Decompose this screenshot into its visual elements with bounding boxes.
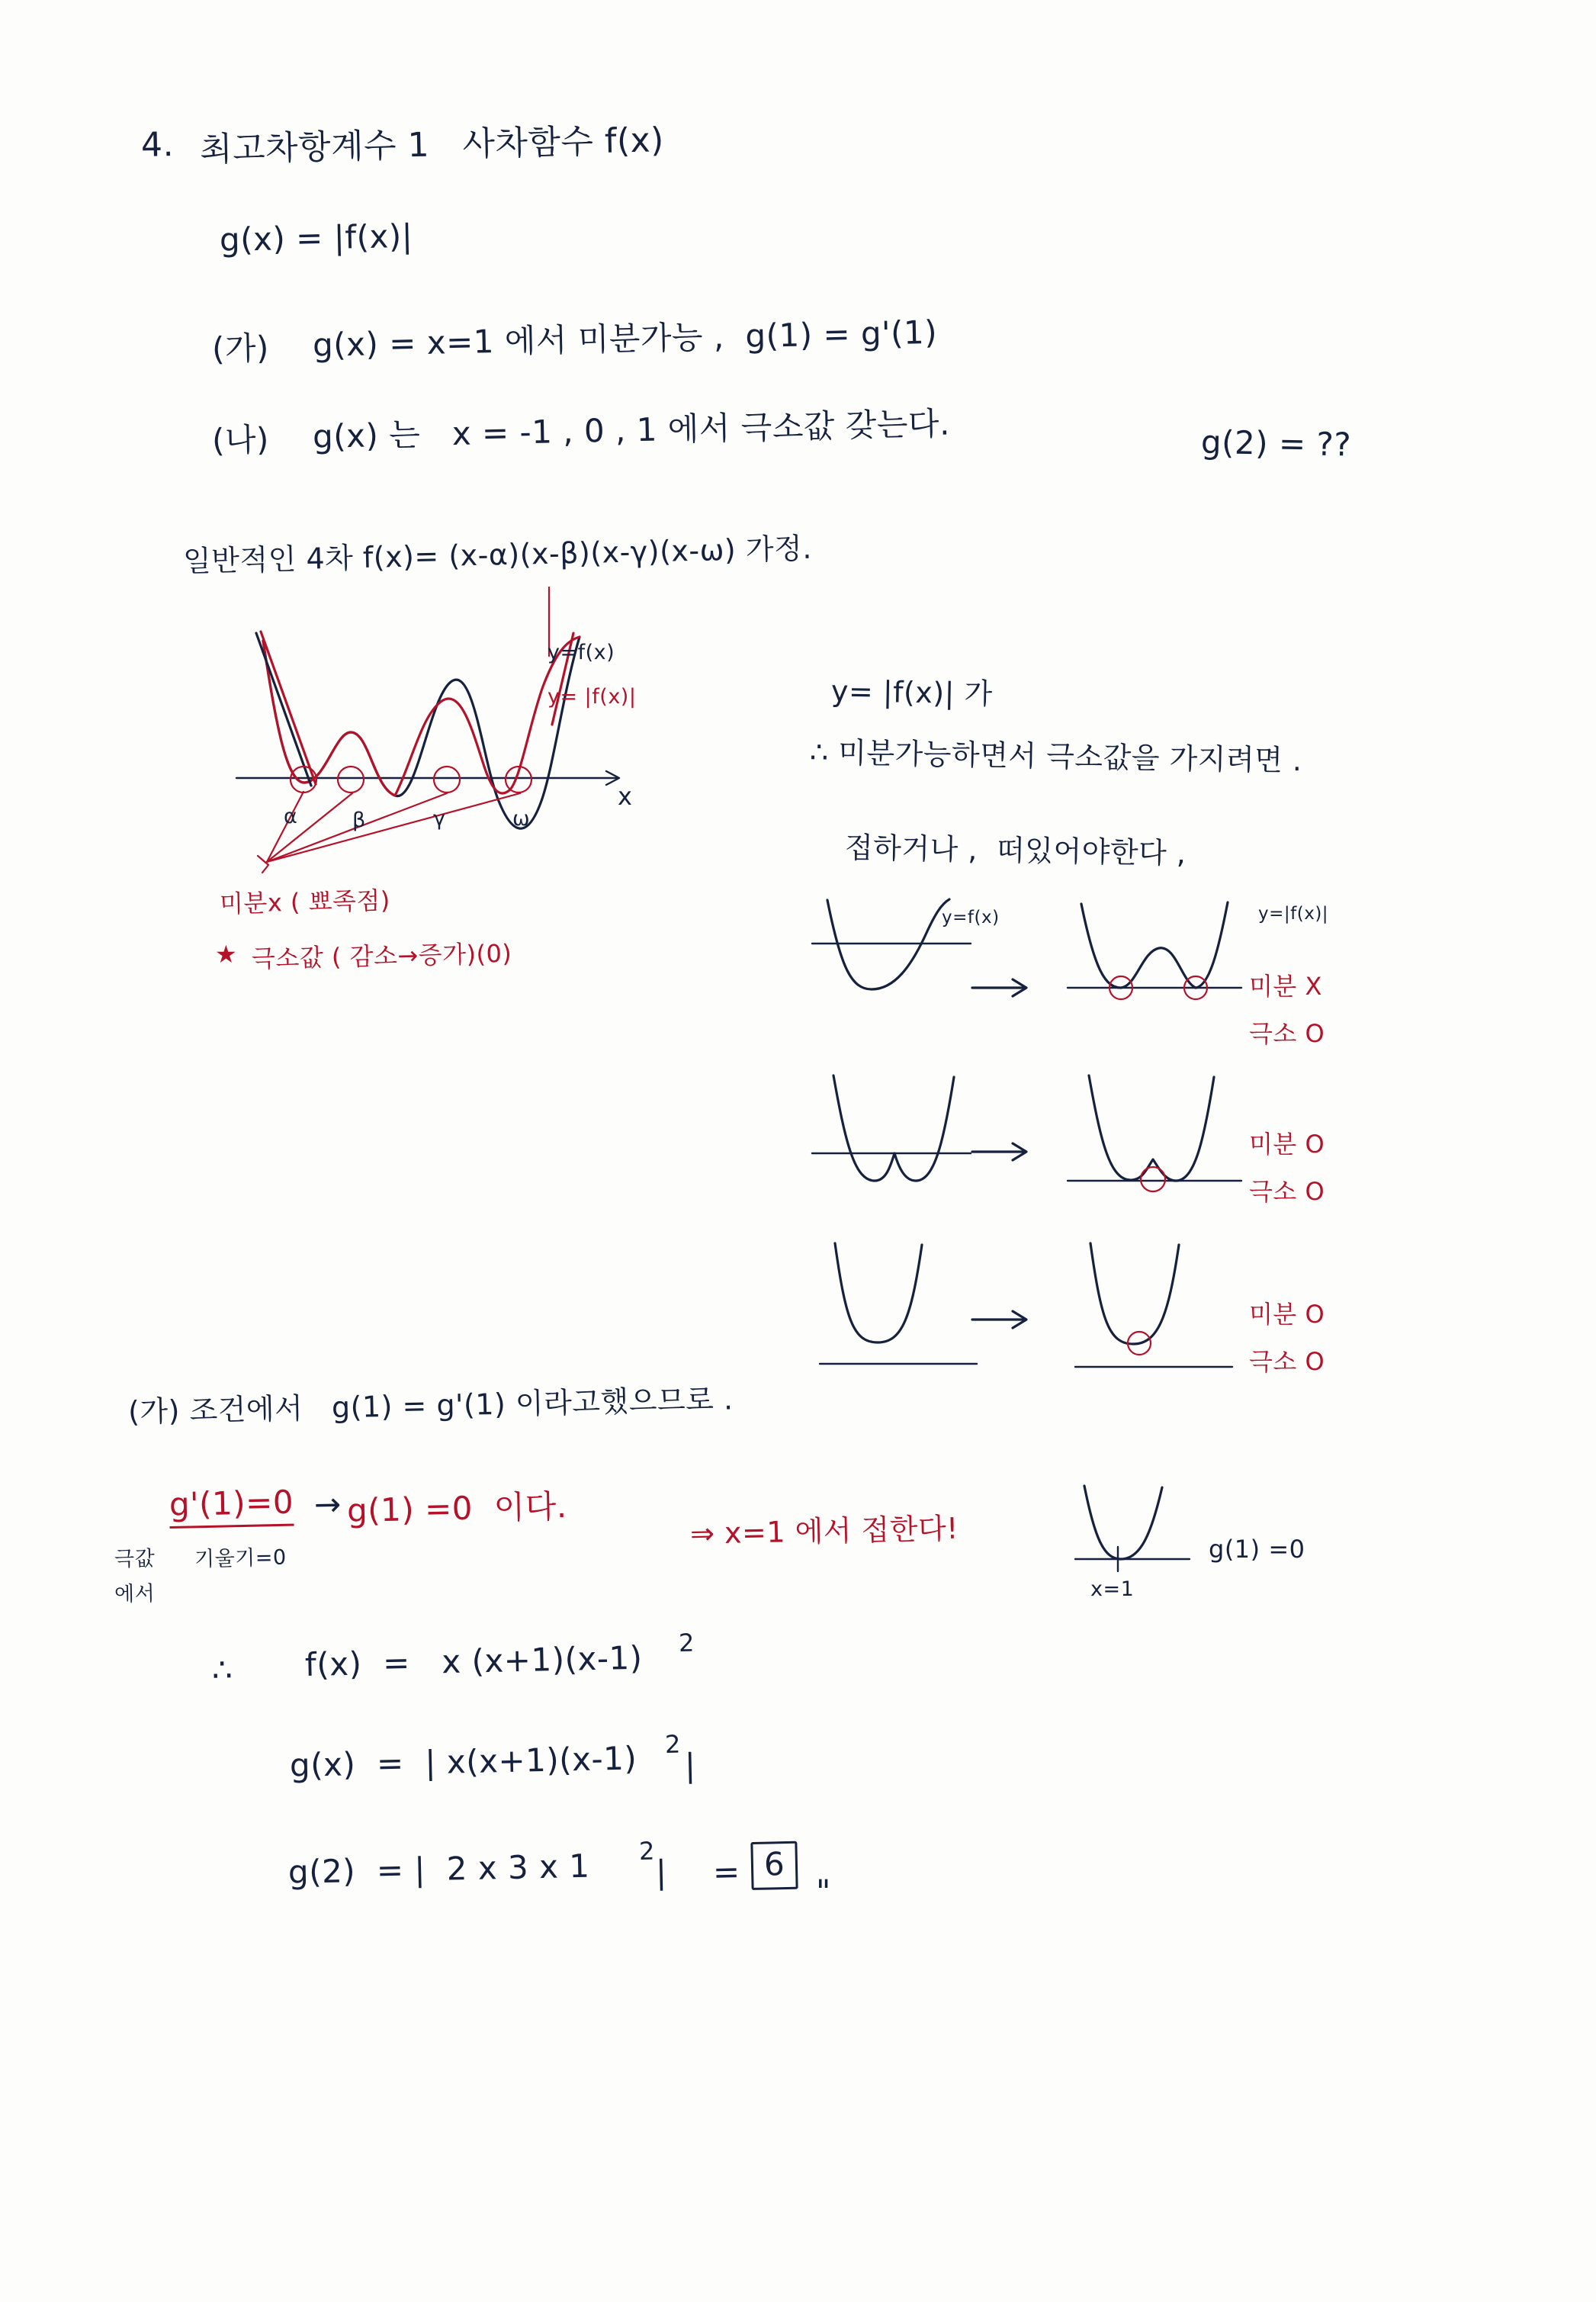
- problem-statement: 최고차항계수 1 사차함수 f(x): [199, 121, 665, 169]
- left-tangent-stroke: [256, 633, 311, 786]
- case-1-right-label: y=|f(x)|: [1258, 904, 1329, 924]
- final-answer: 6: [750, 1841, 798, 1890]
- case-2-left-graph: [804, 1068, 980, 1205]
- under-note-at: 에서: [114, 1581, 156, 1606]
- arrow-right-icon: [972, 1143, 1026, 1160]
- case-1-right-curve-left: [1081, 904, 1121, 988]
- condition-a-intro: (가) 조건에서 g(1) = g'(1) 이라고했으므로 .: [127, 1382, 734, 1429]
- label-y-equals-f: y=f(x): [548, 641, 615, 664]
- tangent-small-x-label: x=1: [1090, 1577, 1135, 1601]
- root-marker-beta: [338, 767, 364, 793]
- case-2-result-diff: 미분 O: [1249, 1130, 1325, 1159]
- label-y-equals-abs-f: y= |f(x)|: [548, 685, 637, 709]
- case-2-tangent-marker: [1141, 1167, 1165, 1191]
- reasoning-line-2: ∴ 미분가능하면서 극소값을 가지려면 .: [809, 735, 1302, 778]
- reasoning-line-3: 접하거나 , 떠있어야한다 ,: [844, 831, 1187, 870]
- evaluation-equals: =: [712, 1853, 741, 1891]
- derivative-zero: g'(1)=0: [169, 1484, 294, 1529]
- therefore-symbol: ∴: [211, 1651, 233, 1689]
- question-target: g(2) = ??: [1200, 423, 1352, 464]
- condition-b-label: (나): [211, 420, 270, 459]
- tangent-small-curve: [1084, 1486, 1162, 1559]
- condition-a-conclusion: ⇒ x=1 에서 접한다!: [689, 1511, 959, 1551]
- root-label-omega: ω: [512, 807, 531, 831]
- solution-g-exponent: 2: [664, 1729, 682, 1759]
- star-icon: ★: [215, 940, 238, 969]
- end-mark: ": [816, 1873, 831, 1910]
- case-3-right-curve: [1090, 1243, 1179, 1344]
- general-form: 일반적인 4차 f(x)= (x-α)(x-β)(x-γ)(x-ω) 가정.: [182, 531, 813, 578]
- case-1-arrow: [968, 973, 1037, 1003]
- case-2-right-graph: [1060, 1068, 1251, 1205]
- curve-abs-f-left: [263, 641, 395, 796]
- under-note-extremum: 극값: [114, 1546, 156, 1571]
- case-1-left-label: y=f(x): [942, 908, 1000, 928]
- solution-f: f(x) = x (x+1)(x-1): [304, 1638, 644, 1683]
- tangent-small-label: g(1) =0: [1209, 1535, 1305, 1564]
- case-1-right-curve-right: [1196, 902, 1228, 988]
- case-3-left-curve: [835, 1243, 922, 1342]
- case-1-right-graph: [1060, 896, 1251, 1026]
- problem-number: 4.: [140, 125, 175, 165]
- implies-arrow: →: [313, 1485, 342, 1523]
- condition-b-text: g(x) 는 x = -1 , 0 , 1 에서 극소값 갖는다.: [312, 404, 951, 455]
- solution-g: g(x) = | x(x+1)(x-1): [289, 1739, 637, 1784]
- case-3-right-graph: [1060, 1236, 1251, 1373]
- function-definition: g(x) = |f(x)|: [219, 217, 413, 259]
- case-2-result-min: 극소 O: [1249, 1177, 1325, 1206]
- evaluation-mid: |: [655, 1853, 668, 1891]
- condition-a-label: (가): [211, 329, 270, 368]
- case-3-arrow: [968, 1304, 1037, 1335]
- solution-f-exponent: 2: [678, 1628, 695, 1657]
- root-marker-gamma: [434, 767, 460, 793]
- under-note-slope-zero: 기울기=0: [194, 1545, 287, 1571]
- case-1-result-diff: 미분 X: [1249, 972, 1322, 1001]
- evaluation-lhs: g(2) = | 2 x 3 x 1: [287, 1847, 590, 1891]
- root-label-alpha: α: [284, 805, 298, 828]
- main-graph: [221, 610, 694, 915]
- case-3-result-diff: 미분 O: [1249, 1300, 1325, 1329]
- root-label-beta: β: [352, 809, 366, 832]
- case-3-left-graph: [804, 1236, 980, 1373]
- solution-g-close: |: [684, 1746, 697, 1784]
- case-2-right-curve: [1089, 1075, 1214, 1181]
- label-axis-x: x: [618, 782, 633, 811]
- pointer-line-4: [267, 793, 520, 862]
- case-1-right-bump: [1121, 948, 1196, 988]
- note-not-differentiable: 미분x ( 뾰족점): [219, 886, 391, 918]
- condition-a-text: g(x) = x=1 에서 미분가능 , g(1) = g'(1): [312, 313, 938, 364]
- case-2-left-curve: [833, 1075, 954, 1181]
- arrow-right-icon: [972, 979, 1026, 996]
- evaluation-exponent: 2: [638, 1836, 656, 1866]
- note-local-min: 극소값 ( 감소→증가)(0): [251, 938, 512, 973]
- value-zero: g(1) =0 이다.: [346, 1487, 568, 1529]
- root-label-gamma: γ: [433, 807, 446, 831]
- pointer-line-2: [267, 793, 352, 862]
- case-2-arrow: [968, 1137, 1037, 1167]
- case-1-result-min: 극소 O: [1249, 1019, 1325, 1048]
- arrow-right-icon: [972, 1311, 1026, 1328]
- pointer-arrowhead: [258, 856, 268, 873]
- reasoning-line-1: y= |f(x)| 가: [830, 674, 994, 711]
- case-3-result-min: 극소 O: [1249, 1347, 1325, 1376]
